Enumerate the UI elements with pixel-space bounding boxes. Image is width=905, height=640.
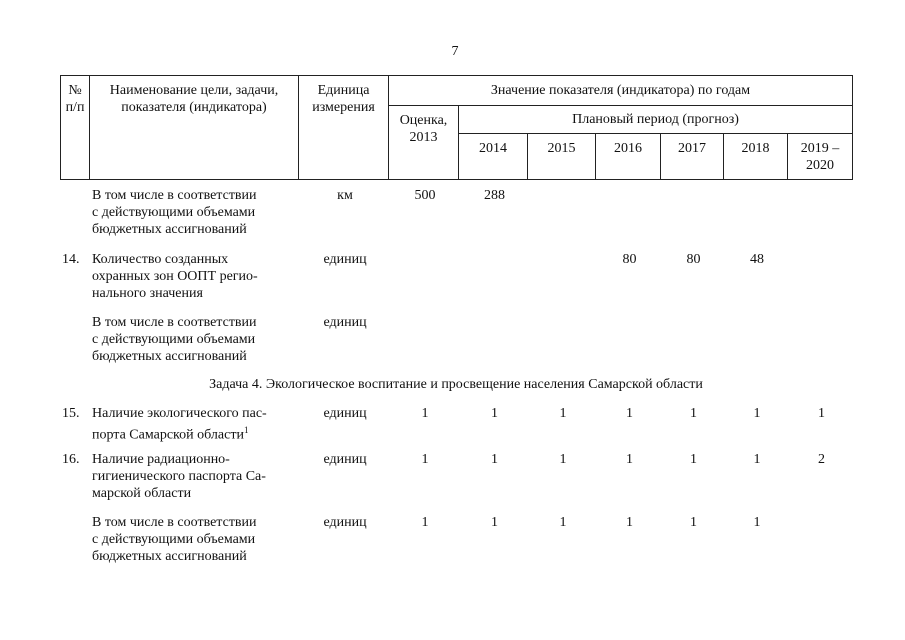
header-year-2018: 2018	[724, 134, 788, 180]
row-1-unit: единиц	[323, 252, 367, 267]
row-0-unit: км	[337, 188, 353, 203]
row-4-name-line2: гигиенического паспорта Са-	[92, 469, 266, 484]
header-estimate-line1: Оценка,	[399, 113, 448, 128]
row-1-value-2016: 80	[622, 252, 637, 267]
row-5-name-line3: бюджетных ассигнований	[92, 549, 247, 564]
row-5-value-2014: 1	[491, 515, 498, 530]
header-name-line2: показателя (индикатора)	[121, 100, 267, 115]
row-2-name-line2: с действующими объемами	[92, 332, 256, 347]
header-name-line1: Наименование цели, задачи,	[109, 83, 279, 98]
row-3-value-2019-2020: 1	[818, 406, 825, 421]
row-4-value-2014: 1	[491, 452, 498, 467]
row-0-name-line3: бюджетных ассигнований	[92, 222, 247, 237]
header-num-line2: п/п	[65, 100, 85, 115]
header-year-2019-2020-line2: 2020	[806, 158, 834, 173]
row-4-value-2015: 1	[559, 452, 567, 467]
row-1-name-line2: охранных зон ООПТ регио-	[92, 269, 258, 284]
row-1-value-2018: 48	[750, 252, 764, 267]
header-num-line1: №	[68, 83, 82, 98]
page-number: 7	[451, 44, 459, 59]
row-2-name-line1: В том числе в соответствии	[92, 315, 257, 330]
row-0-value-2013: 500	[414, 188, 436, 203]
row-3-value-2015: 1	[559, 406, 567, 421]
row-4-value-2017: 1	[690, 452, 697, 467]
header-values-title: Значение показателя (индикатора) по годам	[389, 76, 853, 106]
row-5-value-2017: 1	[690, 515, 697, 530]
row-5-value-2013: 1	[421, 515, 429, 530]
row-3-num: 15.	[62, 406, 80, 421]
header-plan-title: Плановый период (прогноз)	[459, 106, 853, 134]
row-3-name-line2	[92, 422, 248, 444]
row-4-value-2013: 1	[421, 452, 429, 467]
row-4-name-line1: Наличие радиационно-	[92, 452, 230, 467]
header-year-2015: 2015	[528, 134, 596, 180]
row-1-num: 14.	[62, 252, 80, 267]
row-1-name-line1: Количество созданных	[92, 252, 229, 267]
footnote-marker: 1	[243, 425, 249, 435]
row-3-unit: единиц	[323, 406, 367, 421]
row-2-unit: единиц	[323, 315, 367, 330]
row-3-value-2014: 1	[491, 406, 498, 421]
row-5-value-2015: 1	[559, 515, 567, 530]
header-estimate-line2: 2013	[409, 130, 438, 145]
row-3-name-line2-text: порта Самарской области	[92, 427, 244, 443]
header-year-2017: 2017	[661, 134, 724, 180]
header-unit-line1: Единица	[317, 83, 370, 98]
row-1-value-2017: 80	[686, 252, 701, 267]
row-3-value-2013: 1	[421, 406, 429, 421]
row-3-name-line1: Наличие экологического пас-	[92, 406, 267, 421]
row-5-name-line2: с действующими объемами	[92, 532, 256, 547]
row-5-value-2016: 1	[626, 515, 633, 530]
row-4-value-2019-2020: 2	[818, 452, 825, 467]
row-5-unit: единиц	[323, 515, 367, 530]
row-4-unit: единиц	[323, 452, 367, 467]
row-0-name-line1: В том числе в соответствии	[92, 188, 257, 203]
row-4-name-line3: марской области	[92, 486, 192, 501]
row-0-name-line2: с действующими объемами	[92, 205, 256, 220]
row-0-value-2014: 288	[484, 188, 505, 203]
row-3-value-2017: 1	[690, 406, 697, 421]
row-1-name-line3: нального значения	[92, 286, 203, 301]
row-4-value-2018: 1	[753, 452, 761, 467]
row-3-value-2018: 1	[753, 406, 761, 421]
row-3-value-2016: 1	[626, 406, 633, 421]
header-year-2016: 2016	[596, 134, 661, 180]
header-year-2019-2020-line1: 2019 –	[800, 141, 840, 156]
header-unit-line2: измерения	[312, 100, 375, 115]
row-5-name-line1: В том числе в соответствии	[92, 515, 257, 530]
task-heading: Задача 4. Экологическое воспитание и просвещение населения Самарской области	[209, 377, 703, 392]
row-2-name-line3: бюджетных ассигнований	[92, 349, 247, 364]
row-4-num: 16.	[62, 452, 80, 467]
row-4-value-2016: 1	[626, 452, 633, 467]
header-year-2014: 2014	[459, 134, 528, 180]
row-5-value-2018: 1	[753, 515, 761, 530]
